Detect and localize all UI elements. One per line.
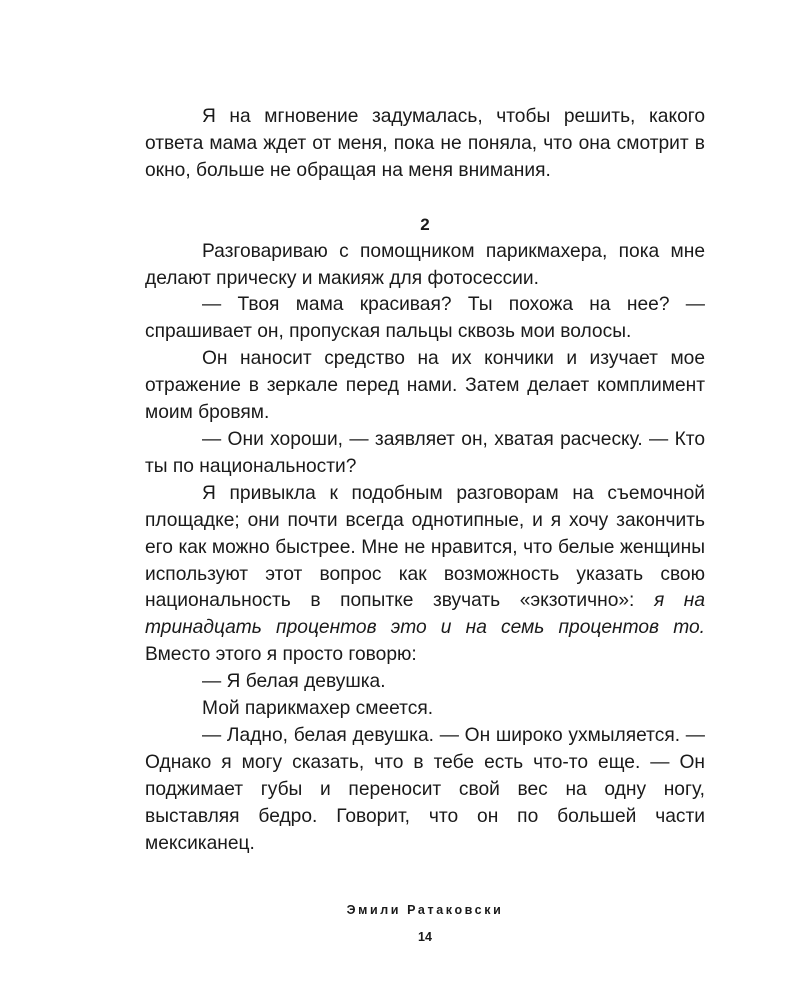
paragraph-7: — Я белая девушка. <box>202 671 386 693</box>
paragraph-6 <box>145 481 705 669</box>
running-head-author: Эмили Ратаковски <box>346 903 504 917</box>
paragraph-5: — Они хороши, — заявляет он, хватая расческу. — Кто ты по национальности? <box>145 428 705 477</box>
paragraph-6-italic: я на тринадцать процентов это и на семь процентов то. <box>145 590 705 639</box>
paragraph-6-start: Я привыкла к подобным разговорам на съемочной площадке; они почти всегда однотипные, и я хочу закончить его как можно быстрее. Мне не нравится, что белые женщины используют этот вопрос как возможность указать свою национальность в попытке звучать «экзотично»: <box>145 482 705 612</box>
page-number: 14 <box>418 930 432 944</box>
paragraph-6-end: Вместо этого я просто говорю: <box>145 644 417 666</box>
paragraph-9: — Ладно, белая девушка. — Он широко ухмыляется. — Однако я могу сказать, что в тебе есть что-то еще. — Он поджимает губы и переносит свой вес на одну ногу, выставляя бедро. Говорит, что он по большей части мексиканец. <box>145 724 705 854</box>
paragraph-8: Мой парикмахер смеется. <box>202 698 434 720</box>
paragraph-2: Разговариваю с помощником парикмахера, пока мне делают прическу и макияж для фотосессии. <box>145 240 705 289</box>
chapter-number: 2 <box>420 214 430 234</box>
paragraph-3: — Твоя мама красивая? Ты похожа на нее? — спрашивает он, пропуская пальцы сквозь мои волосы. <box>145 294 705 343</box>
paragraph-4: Он наносит средство на их кончики и изучает мое отражение в зеркале перед нами. Затем делает комплимент моим бровям. <box>145 348 705 424</box>
body-text <box>145 104 705 857</box>
book-page <box>145 0 705 1000</box>
paragraph-1: Я на мгновение задумалась, чтобы решить, какого ответа мама ждет от меня, пока не поняла, что она смотрит в окно, больше не обращая на меня внимания. <box>145 106 705 181</box>
